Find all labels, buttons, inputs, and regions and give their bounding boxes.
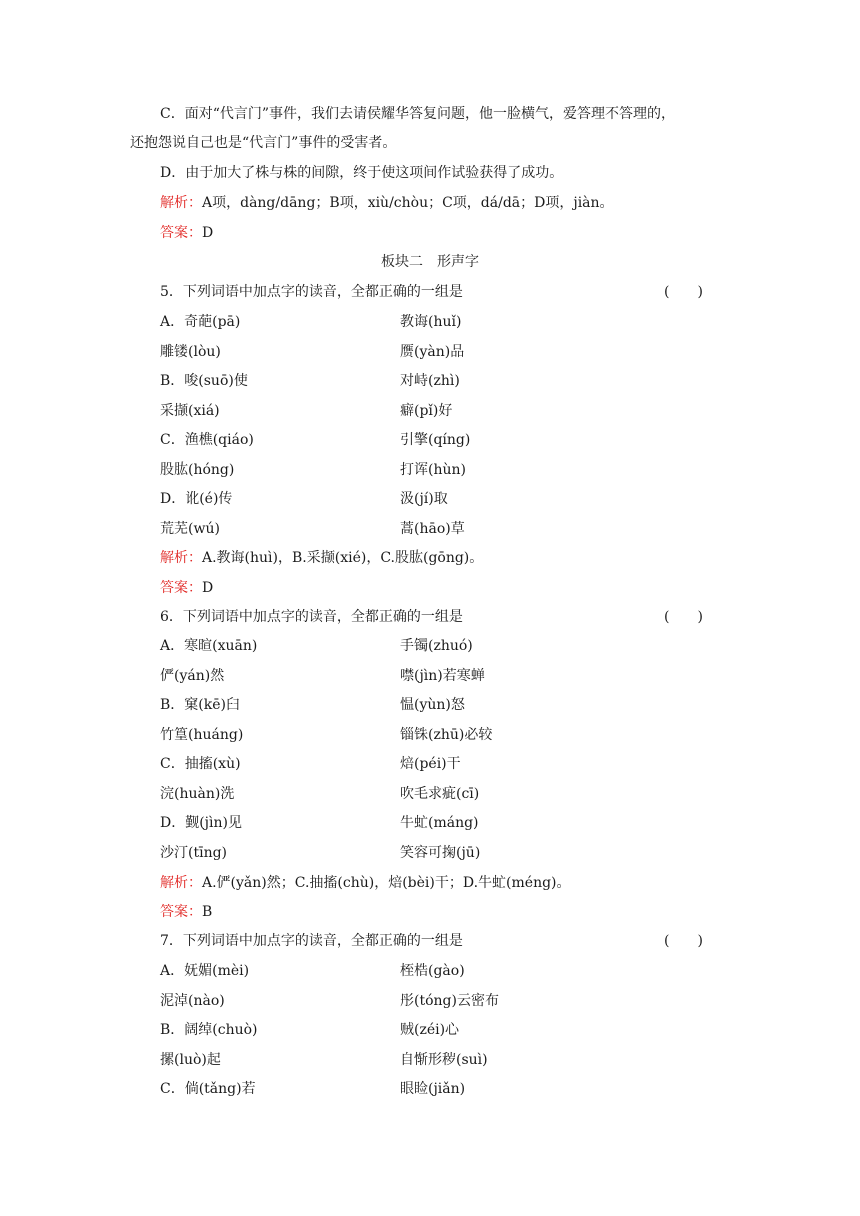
option-item: 彤(tóng)云密布 — [400, 992, 499, 1009]
q5-stem: 5．下列词语中加点字的读音，全都正确的一组是 — [160, 284, 463, 300]
analysis-text: A.俨(yǎn)然；C.抽搐(chù)，焙(bèi)干；D.牛虻(méng)。 — [202, 875, 571, 891]
option-item: 教诲(huǐ) — [400, 314, 462, 330]
option-item: 焙(péi)干 — [400, 756, 461, 772]
section-title: 板块二 形声字 — [381, 254, 479, 270]
answer-value: B — [202, 904, 213, 920]
option-item: 浣(huàn)洗 — [160, 785, 235, 802]
option-item: 愠(yùn)怒 — [400, 697, 465, 713]
option-item: 贼(zéi)心 — [400, 1022, 460, 1038]
q6-answer-blank: ( ) — [664, 609, 703, 625]
option-item: 沙汀(tīng) — [160, 844, 228, 861]
option-item: 笑容可掬(jū) — [400, 844, 481, 861]
option-item: 俨(yán)然 — [160, 667, 225, 684]
option-item: 吹毛求疵(cī) — [400, 785, 480, 802]
option-item: 泥淖(nào) — [160, 992, 225, 1009]
q4-answer — [160, 224, 213, 242]
option-item: A．寒暄(xuān) — [160, 638, 258, 654]
answer-label: 答案： — [160, 225, 202, 241]
analysis-text: A.教诲(huì)，B.采撷(xié)，C.股肱(gōng)。 — [202, 550, 484, 566]
option-item: 锱铢(zhū)必较 — [400, 726, 493, 743]
q6-stem: 6．下列词语中加点字的读音，全都正确的一组是 — [160, 609, 463, 625]
option-item: 牛虻(máng) — [400, 815, 479, 831]
option-item: 荒芜(wú) — [160, 520, 220, 537]
q4-option-c-line1: C．面对“代言门”事件，我们去请侯耀华答复问题，他一脸横气，爱答理不答理的， — [160, 106, 676, 122]
option-item: 雕镂(lòu) — [160, 343, 221, 360]
q5-analysis — [160, 549, 483, 567]
option-item: 自惭形秽(suì) — [400, 1051, 488, 1068]
option-item: C．倘(tǎng)若 — [160, 1081, 256, 1097]
option-item: 股肱(hóng) — [160, 461, 235, 478]
option-item: C．渔樵(qiáo) — [160, 432, 254, 448]
option-item: B．窠(kē)臼 — [160, 697, 240, 713]
answer-value: D — [202, 580, 214, 596]
option-item: 打诨(hùn) — [400, 461, 466, 478]
option-item: 眼睑(jiǎn) — [400, 1081, 466, 1097]
q5-answer — [160, 579, 213, 597]
q5-answer-blank: ( ) — [664, 284, 703, 300]
q4-analysis — [160, 194, 614, 212]
option-item: 蒿(hāo)草 — [400, 520, 465, 537]
option-item: 癖(pǐ)好 — [400, 402, 453, 419]
option-item: 引擎(qíng) — [400, 432, 471, 448]
option-item: 对峙(zhì) — [400, 373, 460, 389]
option-item: 赝(yàn)品 — [400, 343, 465, 360]
q4-option-d: D．由于加大了株与株的间隙，终于使这项间作试验获得了成功。 — [160, 165, 564, 181]
option-item: A．妩媚(mèi) — [160, 963, 250, 979]
option-item: 竹篁(huáng) — [160, 726, 244, 743]
analysis-label: 解析： — [160, 875, 202, 891]
option-item: 桎梏(gào) — [400, 963, 465, 979]
option-item: A．奇葩(pā) — [160, 314, 241, 330]
option-item: 手镯(zhuó) — [400, 638, 473, 654]
answer-label: 答案： — [160, 904, 202, 920]
q6-answer — [160, 903, 212, 921]
answer-label: 答案： — [160, 580, 202, 596]
analysis-label: 解析： — [160, 195, 202, 211]
option-item: 汲(jí)取 — [400, 491, 448, 507]
q7-stem: 7．下列词语中加点字的读音，全都正确的一组是 — [160, 933, 463, 949]
option-item: 噤(jìn)若寒蝉 — [400, 667, 485, 684]
option-item: B．阔绰(chuò) — [160, 1022, 258, 1038]
q4-option-c-line2: 还抱怨说自己也是“代言门”事件的受害者。 — [130, 135, 397, 151]
option-item: C．抽搐(xù) — [160, 756, 241, 772]
option-item: 采撷(xiá) — [160, 402, 220, 419]
option-item: 摞(luò)起 — [160, 1051, 221, 1068]
option-item: D．觐(jìn)见 — [160, 815, 242, 831]
analysis-text: A项，dàng/dāng；B项，xiù/chòu；C项，dá/dā；D项，jiàn。 — [202, 195, 614, 211]
q6-analysis — [160, 874, 571, 892]
q7-answer-blank: ( ) — [664, 933, 703, 949]
answer-value: D — [202, 225, 214, 241]
option-item: D．讹(é)传 — [160, 491, 233, 507]
option-item: B．唆(suō)使 — [160, 373, 248, 389]
analysis-label: 解析： — [160, 550, 202, 566]
